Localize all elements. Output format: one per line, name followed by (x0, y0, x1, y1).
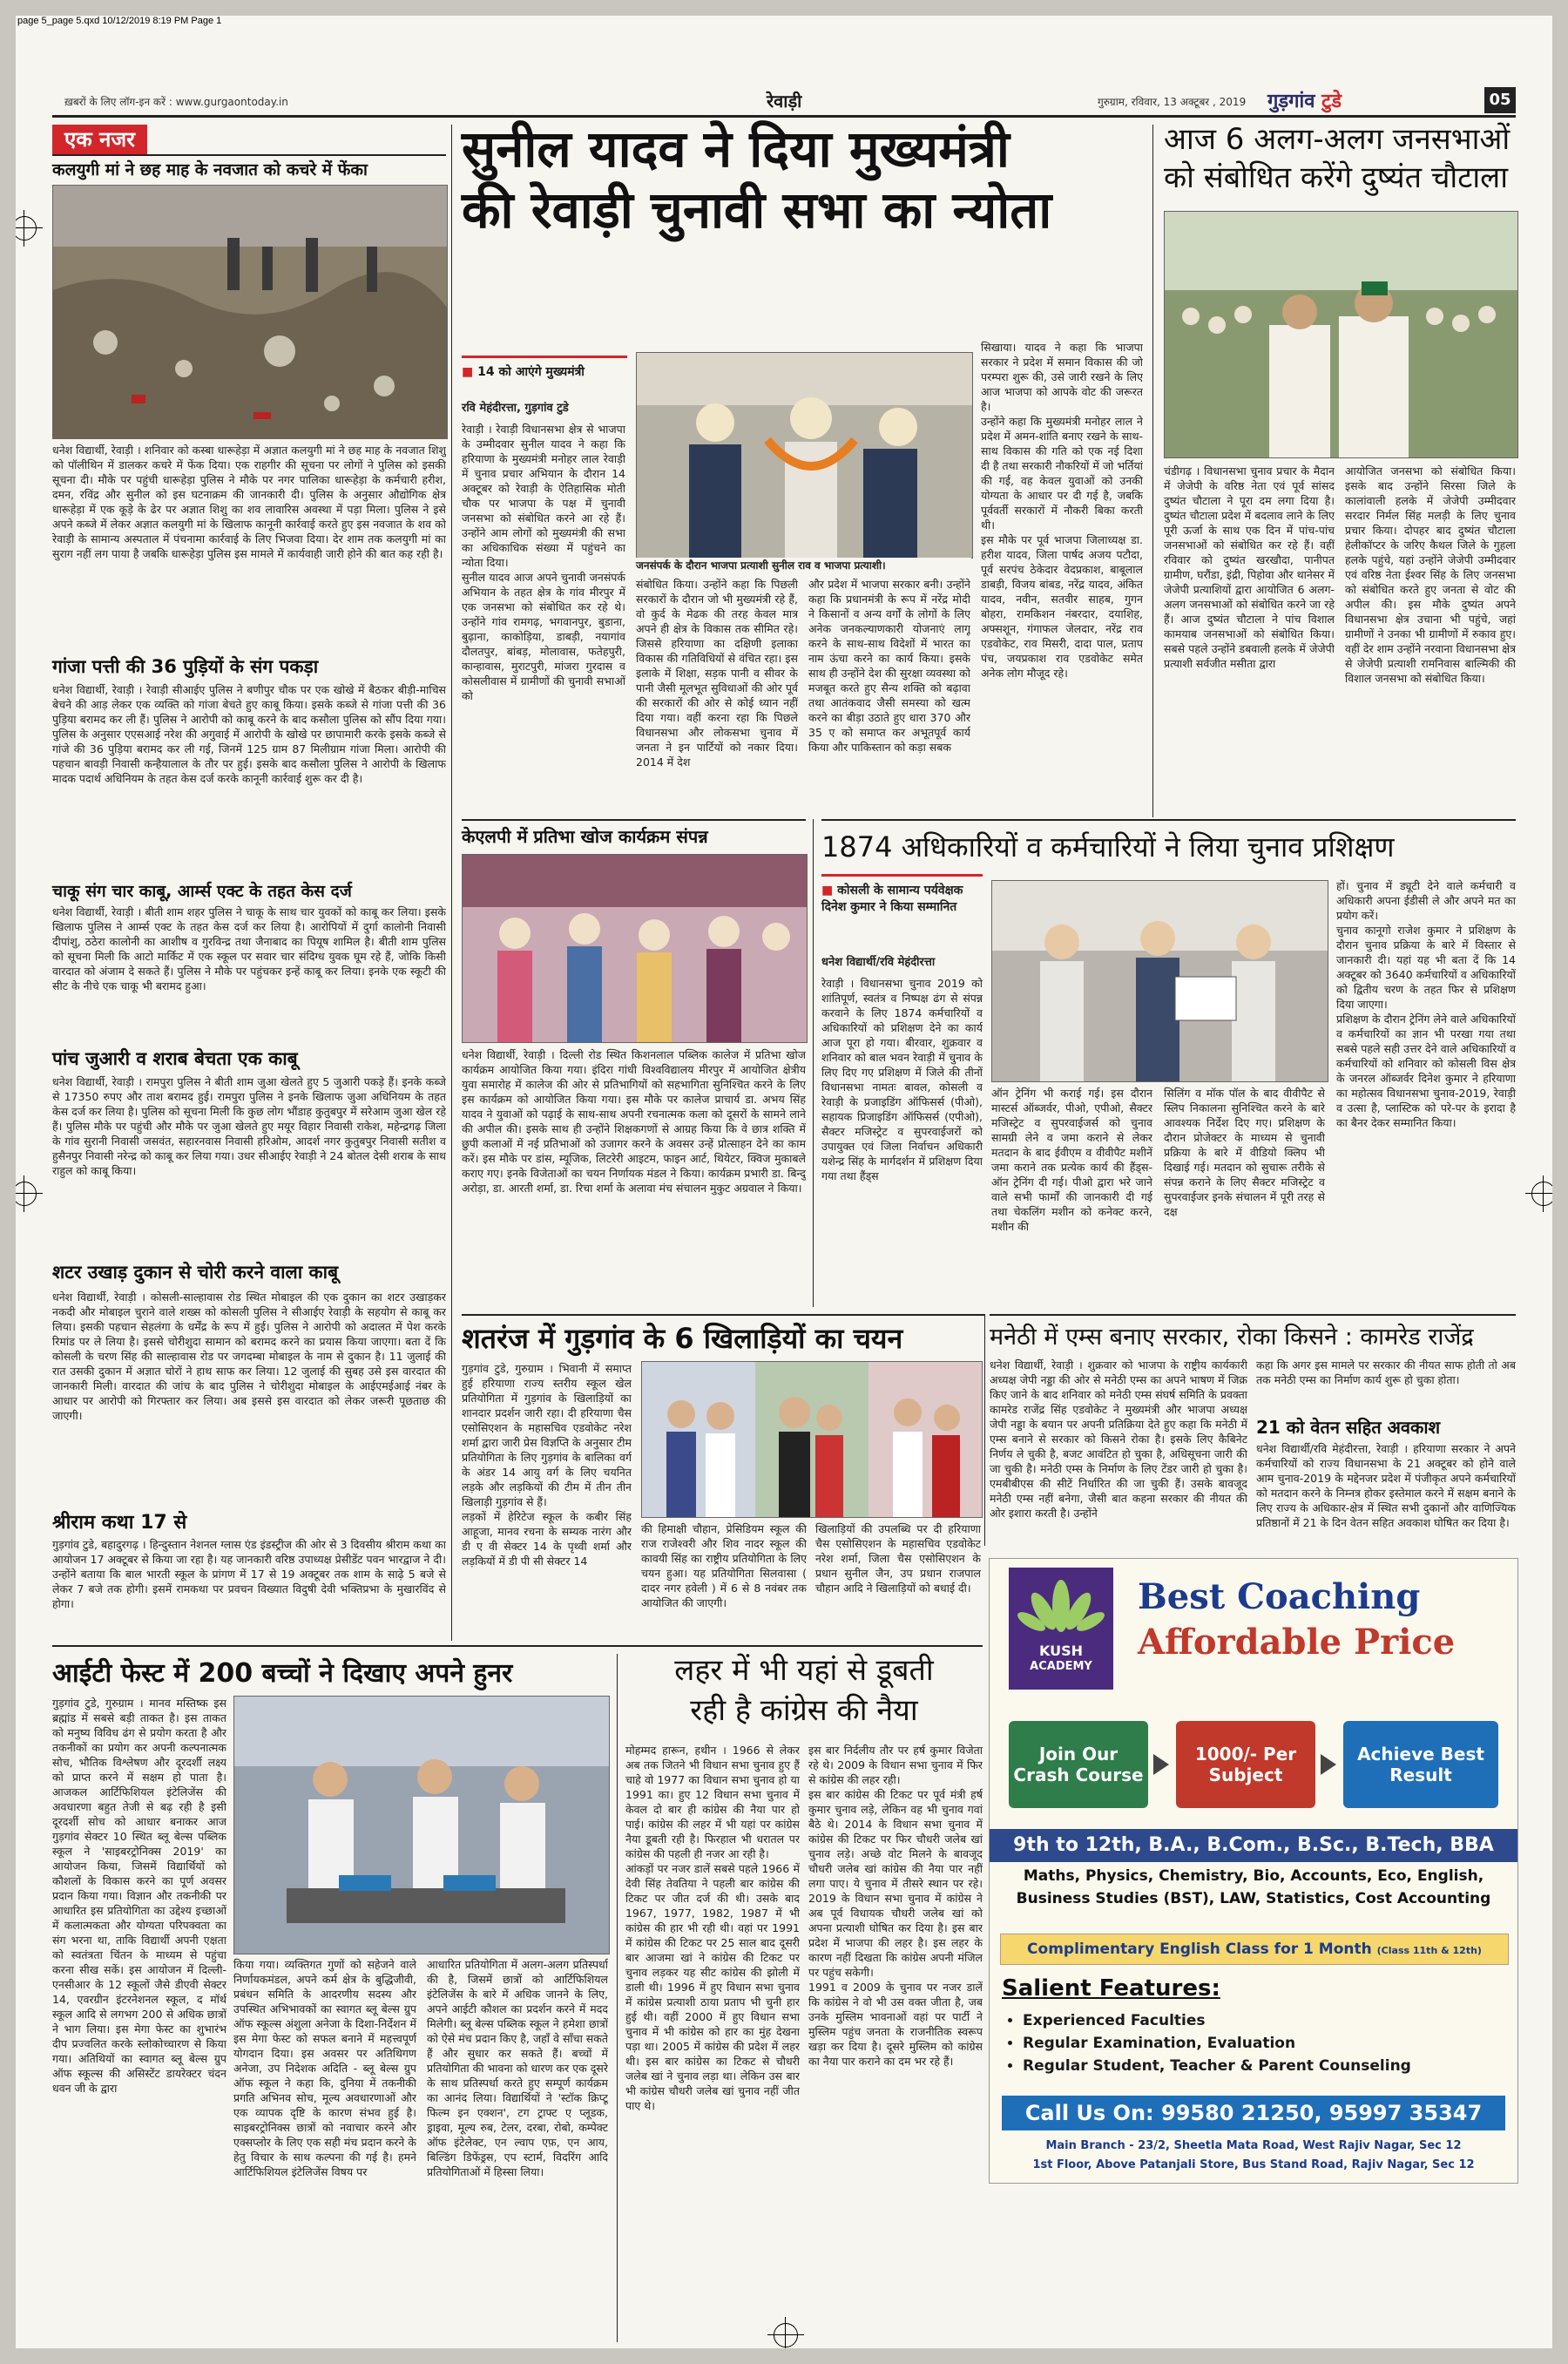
headline: श्रीराम कथा 17 से (52, 1512, 187, 1534)
divider (52, 1645, 983, 1647)
lead-headline-line: सुनील यादव ने दिया मुख्यमंत्री (462, 119, 1010, 179)
headline-line: को संबोधित करेंगे दुष्यंत चौटाला (1164, 160, 1509, 195)
lead-col-1 (462, 422, 625, 816)
registration-mark (1531, 1182, 1552, 1206)
ad-subheadline: Affordable Price (1138, 1622, 1456, 1663)
page-header (52, 85, 1516, 118)
features-title: Salient Features: (1002, 1975, 1220, 2002)
feature-item: • Regular Student, Teacher & Parent Counseling (1023, 2057, 1411, 2075)
chess-col-3: खिलाड़ियों की उपलब्धि पर दी हरियाणा चैस एसोसिएशन के महासचिव एडवोकेट नरेश शर्मा, जिला चैस एसोसिएशन के प्रधान सुनील जैन, उप प्रधान राजपाल चौहान आदि ने खिलाड़ियों को बधाई दी। (815, 1522, 981, 1595)
manethi-col-1: धनेश विद्यार्थी, रेवाड़ी । शुक्रवार को भाजपा के राष्ट्रीय कार्यकारी अध्यक्ष जेपी नड्डा की ओर से मनेठी एम्स का अपने भाषण में जिक्र किए जाने के बाद शनिवार को मनेठी एम्स संघर्ष समिति के प्रवक्ता कामरेड राजेंद्र सिंह एडवोकेट ने मुख्यमंत्री और भाजपा अध्यक्ष जेपी नड्डा के बयान पर अपनी प्रतिक्रिया देते हुए कहा कि मनेठी में एम्स बनाने से सरकार को किसने रोका है। इसके लिए कैबिनेट निर्णय ले चुकी है, बजट आवंटित हो चुका है, अधिसूचना जारी की जा चुकी है। मनेठी एम्स के निर्माण के लिए टेंडर जारी हो चुका है। एमबीबीएस की सीटें निर्धारित की जा चुकी हैं। उसके बावजूद मनेठी एम्स नहीं बनेगा, जैसी बात कहना सरकार की नीयत की ओर इशारा करती है। उन्होंने (990, 1358, 1247, 1520)
lead-col-3: और प्रदेश में भाजपा सरकार बनी। उन्होंने कहा कि प्रधानमंत्री के रूप में नरेंद्र मोदी ने किसानों व अन्य वर्गों के लोगों के लिए अनेक जनकल्याणकारी योजनाएं लागू करने के साथ-साथ विदेशों में भारत का नाम ऊंचा करने का कार्य किया। इसके साथ ही उन्होंने देश की सुरक्षा व्यवस्था को मजबूत करते हुए सैन्य शक्ति को बढ़ावा तथा आतंकवाद जैसी समस्या को खत्म करने का बीड़ा उठाते हुए धारा 370 और 35 ए को समाप्त कर अभूतपूर्व कार्य किया और पाकिस्तान को कड़ा सबक (808, 578, 970, 754)
headline-line: रही है कांग्रेस की नैया (690, 1693, 918, 1728)
price-box: 1000/- Per Subject (1176, 1721, 1315, 1808)
photo-talent-event (462, 854, 808, 1043)
lead-col-4: सिखाया। यादव ने कहा कि भाजपा सरकार ने प्रदेश में समान विकास की जो परम्परा शुरू की, उसे जारी रखने के लिए आज भाजपा को आपके वोट की जरूरत है। उन्होंने कहा कि मुख्यमंत्री मनोहर लाल ने प्रदेश में अमन-शांति बनाए रखने के साथ-साथ विकास की गति को एक नई दिशा दी है तथा सरकारी नौकरियों में जो भर्तियां की गई, वह केवल युवाओं को उनकी योग्यता के आधार पर दी गई है, जबकि पूर्ववर्ती सरकारों में नौकरी बिका करती थी। इस मौके पर पूर्व भाजपा जिलाध्यक्ष डा. हरीश यादव, जिला पार्षद अजय पटौदा, पूर्व सरपंच ठेकेदार वेदप्रकाश, बाबूलाल डाबड़ी, विजय बांबड, नरेंद्र यादव, अंकित यादव, नवीन, सतवीर साहब, गुगन बोहरा, रामकिशन नंबरदार, दयाशिह, अफ्सशून, गंगाफल जेलदार, नरेंद्र राव एडवोकेट, राव मिसरी, दादा पाल, प्रताप पंच, जयप्रकाश राव एडवोकेट समेत अनेक लोग मौजूद रहे। (981, 341, 1143, 680)
kicker-marker: ■ (462, 365, 478, 379)
free-class-band (1000, 1934, 1509, 1965)
headline (1164, 120, 1517, 197)
kicker-text: कोसली के सामान्य पर्यवेक्षक दिनेश कुमार ने किया सम्मानित (821, 884, 963, 914)
file-meta: page 5_page 5.qxd 10/12/2019 8:19 PM Page 1 (17, 16, 222, 26)
story-body: धनेश विद्यार्थी, रेवाड़ी । कोसली-साल्हावास रोड स्थित मोबाइल की एक दुकान का शटर उखाड़कर नकदी और मोबाइल चुराने वाले शख्स को कोसली पुलिस ने सीआईए रेवाड़ी के सहयोग से काबू कर लिया। इसकी पहचान सेहलंगा के धर्मेंद्र के रूप में हुई। पुलिस ने आरोपी को अदालत में पेश करके रिमांड पर ले लिया है। इससे चोरीशुदा सामान को बरामद करने का प्रयास किया जाएगा। बता दें कि कोसली के चरण सिंह की साल्हावास रोड पर जगदम्बा मोबाइल के नाम से दुकान है। 11 जुलाई की रात उसकी दुकान में अज्ञात चोरों ने हाथ साफ कर लिया। 12 जुलाई की सुबह उसे इस वारदात की जानकारी मिली। वारदात की जांच के बाद पुलिस ने चोरीशुदा मोबाइल के आईएमईआई नंबर के आधार पर आरोपी को गिरफ्तार कर लिया। अब इससे इस वारदात को लेकर जरूरी पूछताछ की जाएगी। (52, 1290, 446, 1422)
headline: शटर उखाड़ दुकान से चोरी करने वाला काबू (52, 1262, 339, 1283)
lead-col-2: संबोधित किया। उन्होंने कहा कि पिछली सरकारों के दौरान जो भी मुख्यमंत्री रहे हैं, वो कुर्द के मेढक की तरह केवल मात्र अपने ही क्षेत्र के विकास तक सीमित रहे। जिससे हरियाणा का दक्षिणी इलाका विकास की गतिविधियों से वंचित रहा। इस इलाके में शिक्षा, सड़क पानी व सीवर के पानी जैसी मूलभूत सुविधाओं की ओर पूर्व की सरकारों की ओर से कोई ध्यान नहीं दिया गया। वहीं करना रहा कि पिछले विधानसभा और लोकसभा चुनाव में जनता ने इन पार्टियों को नकार दिया। 2014 में देश (636, 578, 798, 769)
kicker-marker: ■ (821, 884, 838, 898)
academy-logo (1009, 1568, 1113, 1690)
headline: कलयुगी मां ने छह माह के नवजात को कचरे में फेंका (52, 160, 368, 180)
itfest-col-3: आधारित प्रतियोगिता में अलग-अलग प्रतिस्पर्धा की है, जिसमें छात्रों को आर्टिफिशियल इंटेलिजेंस के बारे में अधिक जानने के लिए, अपने आईटी कौशल का प्रदर्शन करने में मदद मिलेगी। ब्लू बेल्स पब्लिक स्कूल ने हमेशा छात्रों को ऐसे मंच प्रदान किए है, जहाँ वे साँचा सकते हैं और सुधार कर सकते हैं। बच्चों में प्रतियोगिता की भावना को धारण कर एक दूसरे के साथ प्रतिस्पर्धा करते हुए सम्पूर्ण कार्यक्रम का आनंद लिया। विद्यार्थियों ने 'स्टॉक क्रिप्टू फिल्म इन एक्शन', टग ट्राफ्ट ए प्लूडक, ड्राइवा, मूल्य रुब, टेलर, दरबा, रोबो, कम्पेक्ट ऑफ इंटेलेक्ट, एन ल्वाप एफ़, एन आय, बिल्डिंग डिफेंड्रस, एप स्टार्म, विदरिंग आदि प्रतियोगिताओं में हिस्सा लिया। (427, 1958, 608, 2178)
lead-text: रेवाड़ी । रेवाड़ी विधानसभा क्षेत्र से भाजपा के उम्मीदवार सुनील यादव ने कहा कि हरियाणा के मुख्यमंत्री मनोहर लाल रेवाड़ी में चुनाव प्रचार अभियान के दौरान 14 अक्टूबर को रेवाड़ी के ऐतिहासिक मोती चौक पर भाजपा के पक्ष में चुनावी जनसभा को संबोधित करने आ रहे हैं। उन्होंने आम लोगों को मुख्यमंत्री की सभा का अधिकाधिक संख्या में पहुंचने का न्योता दिया। (462, 423, 625, 569)
free-class-text: Complimentary English Class for 1 Month (1027, 1941, 1372, 1958)
column-rule (451, 125, 452, 1641)
section-tag: एक नजर (52, 125, 147, 154)
photo-garbage-dump (52, 185, 448, 439)
lead-text: सुनील यादव आज अपने चुनावी जनसंपर्क अभियान के तहत क्षेत्र के गांव मीरपुर में एक जनसभा को संबोधित कर रहे थे। उन्होंने गांव रामगढ़, भगवानपुर, बुडाना, बुढ़ाना, काकोड़िया, डाबड़ी, नयागांव दौलतपुर, बांबड़, मोलावास, फतेहपुरी, कान्हावास, मुराटपुरी, मांजरा गुरदास व कोसलीवास में ग्रामीणों की चुनावी सभाओं को (462, 571, 625, 702)
features-list (997, 2007, 1411, 2080)
ad-headline: Best Coaching (1138, 1576, 1421, 1617)
photo-caption: जनसंपर्क के दौरान भाजपा प्रत्याशी सुनील राव व भाजपा प्रत्याशी। (636, 558, 971, 572)
training-col-2: ऑन ट्रेनिंग भी कराई गई। इस दौरान मास्टर्स ऑब्जर्वर, पीओ, एपीओ, सैक्टर मजिस्ट्रेट व सुपरवाईजर्स को चुनाव सामग्री लेने व जमा कराने से लेकर मतदान के बाद ईवीएम व वीवीपैट मशीनें जमा कराने तक प्रत्येक कार्य की हैंड्स-ऑन ट्रेनिंग दी गई। पीओ द्वारा भरे जाने वाले सभी फार्मों की जानकारी दी गई तथा चेकलिंग मशीन को कनेक्ट करने, मशीन की (991, 1087, 1152, 1233)
chess-col-2: की हिमाक्षी चौहान, प्रेसिडियम स्कूल की राज राजेश्वरी और शिव नादर स्कूल की कावयी सिंह का राष्ट्रीय प्रतियोगिता के लिए चयन हुआ। यह प्रतियोगिता सिलवासा ( दादर नगर हवेली ) में 6 से 8 नवंबर तक आयोजित की जाएगी। (641, 1522, 807, 1609)
header-date: गुरुग्राम, रविवार, 13 अक्टूबर , 2019 (1098, 96, 1247, 108)
dushyant-col-2: आयोजित जनसभा को संबोधित किया। इसके बाद उन्होंने सिरसा जिले के कालांवाली हलके में जेजेपी उम्मीदवार सरदार निर्मल सिंह मलड़ी के लिए चुनाव प्रचार किया। दोपहर बाद दुष्यंत चौटाला हेलीकॉप्टर के जरिए कैथल जिले के गुहला हलके पहुंचे, यहां उन्होंने जेजेपी उम्मीदवार एवं वरिष्ठ नेता ईश्वर सिंह के लिए जनसभा को संबोधित करते हुए जनता से वोट की अपील की। इस मौके दुष्यंत अपने विधानसभा क्षेत्र उचाना भी पहुंचे, जहां ग्रामीणों ने उनका भी ग्रामीणों में रुकाव हुए। वहीं देर शाम उन्होंने नरवाना विधानसभा क्षेत्र से जेजेपी प्रत्याशी रामनिवास बाल्मिकी की विशाल जनसभा को संबोधित किया। (1345, 464, 1516, 685)
divider (462, 1314, 984, 1316)
photo-training-honor (991, 880, 1328, 1082)
story-body: धनेश विद्यार्थी, रेवाड़ी । रामपुरा पुलिस ने बीती शाम जुआ खेलते हुए 5 जुआरी पकड़े हैं। इनके कब्जे से 17350 रुपए और ताश बरामद हुई। रामपुरा पुलिस ने इनके खिलाफ जुआ अधिनियम के तहत केस दर्ज कर लिया है। पुलिस को सूचना मिली कि कुछ लोग भौंडाह कुतुबपुर में सरेआम जुआ खेल रहे हैं। पुलिस मौके पर पहुंची और मौके पर जुआ खेलते हुए मयूर विहार निवासी राकेश, महेन्द्रगढ़ जिला के गांव सुरानी निवासी जसवंत, सहारनवास निवासी हरिओम, आदर्श नगर कुतुबपुर निवासी सतीश व हुसैनपुर निवासी नरेन्द्र को काबू कर लिया गया। उधर सीआईए रेवाड़ी ने 24 बोतल देसी शराब के साथ राहुल को काबू किया। (52, 1075, 446, 1177)
divider (462, 819, 806, 821)
training-byline: धनेश विद्यार्थी/रवि मेहंदीरत्ता (821, 956, 936, 969)
kicker-text: 14 को आएंगे मुख्यमंत्री (477, 365, 585, 379)
divider (52, 154, 446, 156)
photo-chess-players (641, 1361, 983, 1518)
headline: 1874 अधिकारियों व कर्मचारियों ने लिया चुनाव प्रशिक्षण (821, 830, 1395, 864)
column-rule (617, 1654, 618, 2342)
address-line: 1st Floor, Above Patanjali Store, Bus Stand Road, Rajiv Nagar, Sec 12 (1032, 2158, 1475, 2171)
newspaper-page (16, 16, 1552, 2348)
headline-line: आज 6 अलग-अलग जनसभाओं (1164, 122, 1511, 157)
headline-line: लहर में भी यहां से डूबती (674, 1653, 934, 1688)
call-band: Call Us On: 99580 21250, 95997 35347 (1002, 2096, 1505, 2130)
column-rule (1152, 125, 1153, 817)
story-body: धनेश विद्यार्थी, रेवाड़ी । शनिवार को कस्बा धारूहेड़ा में अज्ञात कलयुगी मां ने छह माह के नवजात शिशु को पॉलीथिन में डालकर कचरे में फेंक दिया। एक राहगीर की सूचना पर लोगों ने पुलिस को इसकी सूचना दी। मौके पर पहुंची धारूहेड़ा पुलिस ने मौके पर नगर पालिका धारूहेड़ा के कर्मचारी हरीश, दमन, रविंद्र और सुनील को इस घटनाक्रम की जानकारी दी। पुलिस के अनुसार औद्योगिक क्षेत्र धारूहेड़ा में एक कूड़े के ढेर पर अज्ञात शिशु का शव लावारिस अवस्था में पड़ा मिला। पुलिस ने इसे अपने कब्जे में लेकर अज्ञात कलयुगी मां के खिलाफ कानूनी कार्रवाई करते हुए इस नवजात के शव को रेवाड़ी के सामान्य अस्पताल में पंचनामा कार्रवाई के लिए भिजवा दिया। देर शाम तक कलयुगी मां का सुराग नहीं लग पाया है जबकि धारूहेड़ा पुलिस इस मामले में कार्यवाही जारी होने की बात कह रही है। (52, 444, 446, 560)
divider (821, 819, 1516, 821)
address-line: Main Branch - 23/2, Sheetla Mata Road, West Rajiv Nagar, Sec 12 (1045, 2139, 1462, 2152)
itfest-col-2: किया गया। व्यक्तिगत गुणों को सहेजने वाले निर्णायकमंडल, अपने कर्म क्षेत्र के बुद्धिजीवी, प्रबंधन समिति के आदरणीय सदस्य और उपस्थित अभिभावकों का स्वागत ब्लू बेल्स ग्रुप ऑफ स्कूल्स अंशुला अनेजा के दिशा-निर्देशन में इस मेगा फेस्ट को सफल बनाने में महत्त्वपूर्ण योगदान दिया। इस अवसर पर अतिथिगण अनेजा, उप निदेशक अदिति - ब्लू बेल्स ग्रुप ऑफ स्कूल ने कहा कि, दुनिया में तकनीकी प्रगति अभिनव सोच, मूल्य अवधारणाओं और एक व्यापक दृष्टि के कारण संभव हुई है। साइबरट्रोनिक्स छात्रों को नवाचार करने और एक्सप्लोर के लिए एक सही मंच प्रदान करने के हेतु विचार के साथ कल्पना की गई है। हमने आर्टिफिशियल इंटेलिजेंस विषय पर (233, 1958, 416, 2178)
arrow-icon (1153, 1754, 1169, 1775)
registration-mark (16, 216, 37, 240)
headline: पांच जुआरी व शराब बेचता एक काबू (52, 1048, 298, 1069)
subjects-line: Business Studies (BST), LAW, Statistics, Cost Accounting (1016, 1890, 1491, 1907)
registration-mark (16, 1182, 37, 1206)
free-class-note: (Class 11th & 12th) (1376, 1945, 1482, 1956)
lead-headline (462, 119, 1159, 240)
lead-headline-line: की रेवाड़ी चुनावी सभा का न्योता (462, 180, 1052, 240)
headline: मनेठी में एम्स बनाए सरकार, रोका किसने : कामरेड राजेंद्र (990, 1324, 1474, 1351)
story-body: धनेश विद्यार्थी, रेवाड़ी । बीती शाम शहर पुलिस ने चाकू के साथ चार युवकों को काबू कर लिया। इसके खिलाफ पुलिस ने आर्म्स एक्ट के तहत केस दर्ज कर लिया है। आरोपियों में दुर्गा कालोनी निवासी दीपांशु, ठठेरा कालोनी का आशीष व गुरविन्द्र तथा जैनाबाद का पियूष शामिल है। बीती शाम पुलिस को सूचना मिली कि आटो मार्किट में एक स्कूल पर सवार चार संदिग्ध युवक घूम रहे हैं, जोकि किसी वारदात को अंजाम दे सकते हैं। पुलिस ने मौके पर पहुंचकर इन्हें काबू कर लिया। इनके एक स्कूटी की सीट के नीचे एक चाकू भी बरामद हुआ। (52, 905, 446, 992)
itfest-col-1: गुड़गांव टुडे, गुरुग्राम । मानव मस्तिष्क इस ब्रह्मांड में सबसे बड़ी ताकत है। इस ताकत को मनुष्य विविध ढंग से प्रयोग करता है और तकनीकों का प्रयोग कर अपनी कल्पनात्मक सोच, भौतिक विश्लेषण और दूरदर्शी लक्ष्य को प्राप्त करने में सक्षम हो पाता है। आजकल आर्टिफिशियल इंटेलिजेंस की अवधारणा बहुत तेजी से बढ़ रही है इसी दूरदर्शी सोच को आधार बनाकर आज गुड़गांव सेक्टर 10 स्थित ब्लू बेल्स पब्लिक स्कूल ने 'साइबरट्रोनिक्स 2019' का आयोजन किया, जिसमें विद्यार्थियों को कौशलों के विकास करने का पूर्ण अवसर प्रदान किया गया। विज्ञान और तकनीकी पर आधारित इस प्रतियोगिता का उद्देश्य इच्छाओं में कलात्मकता और योग्यता परिपक्वता का संग भरना था, ताकि विद्यार्थी अपनी एक्षता को स्वतंत्रता चिंतन के माध्यम से पहुंचा करना सीख सकें। इस आयोजन में दिल्ली-एनसीआर के 12 स्कूलों जैसे डीएवी सेक्टर 14, एवरग्रीन इंटरनेशनल स्कूल, द मॉर्थ स्कूल आदि से लगभग 200 से अधिक छात्रों ने भाग लिया। इस मेगा फेस्ट का शुभारंभ दीप प्रज्वलित करके स्लोकोच्चारण से किया गया। अतिथियों का स्वागत ब्लू बेल्स ग्रुप ऑफ स्कूल्स की असिस्टेंट डायरेक्टर चंदन धवन जी के द्वारा (52, 1697, 226, 2095)
congress-col-1: मोहम्मद हारून, हथीन । 1966 से लेकर अब तक जितने भी विधान सभा चुनाव हुए हैं चाहे वो 1977 का विधान सभा चुनाव हो या 1991 का। हुए 12 विधान सभा चुनाव में केवल दो बार ही कांग्रेस की नैया पार हो पाई। कांग्रेस की लहर में भी यहां पर कांग्रेस नैया डूबती रही है। फिरहाल भी धरातल पर कांग्रेस की पहली ही नजर आ रही है। आंकड़ों पर नजर डालें सबसे पहले 1966 में देवी सिंह तेवतिया ने पहली बार कांग्रेस की टिकट पर जीत दर्ज की थी। उसके बाद 1967, 1977, 1982, 1987 में भी कांग्रेस की हार भी रही थी। वहां पर 1991 में कांग्रेस की टिकट पर 25 साल बाद दूसरी बार आजमा खां ने कांग्रेस की टिकट पर चुनाव लड़कर यह सीट कांग्रेस की झोली में डाली थी। 1996 में हुए विधान सभा चुनाव में कांग्रेस प्रत्याशी ठाया प्रताप भी चुनी हार हुई थी। वहीं 2000 में हुए विधान सभा चुनाव में भी कांग्रेस को हार का मुंह देखना पड़ा था। 2005 में कांग्रेस की प्रदेश में लहर थी। इस बार कांग्रेस का टिकट से चौधरी जलेब खां ने चुनाव लड़ा था। लेकिन उस बार भी कांग्रेस चौधरी जलेब खां चुनाव नहीं जीत पाए थे। (625, 1744, 800, 2112)
photo-rally (1164, 211, 1518, 458)
result-box: Achieve Best Result (1343, 1721, 1498, 1808)
story-body: धनेश विद्यार्थी, रेवाड़ी । दिल्ली रोड स्थित किशनलाल पब्लिक कालेज में प्रतिभा खोज कार्यक्रम आयोजित किया गया। इंदिरा गांधी विश्वविद्यालय मीरपुर में आयोजित क्षेत्रीय युवा समारोह में कालेज की ओर से प्रतिभागियों को सहभागिता सुनिश्चित करने के लिए इस कार्यक्रम को आयोजित किया गया। इस मौके पर कालेज प्राचार्य डा. अभय सिंह यादव ने युवाओं को पढ़ाई के साथ-साथ अपनी रचनात्मक कला को दूसरों के सामने लाने की अपील की। इसके साथ ही उन्होंने शिक्षकगणों से आग्रह किया कि वे छात्र शक्ति में छुपी कलाओं में नई प्रतिभाओं को उजागर करने के अवसर उन्हें प्रोत्साहन देने का काम करें। इस मौके पर डांस, म्यूजिक, लिटरेरी आइटम, फाइन आर्ट, थियेटर, क्विज मुकाबले कराए गए। इनके विजेताओं का चयन निर्णायक मंडल ने किया। कार्यक्रम प्रभारी डा. बिन्दु अरोड़ा, डा. आरती शर्मा, डा. रिचा शर्मा के अलावा मंच संचालन मुकुट अग्रवाल ने किया। (462, 1048, 806, 1195)
photo-it-fest (233, 1696, 610, 1954)
manethi-col-2: कहा कि अगर इस मामले पर सरकार की नीयत साफ होती तो अब तक मनेठी एम्स का निर्माण कार्य शुरू हो चुका होता। (1256, 1358, 1516, 1386)
training-col-3: सिलिंग व मॉक पॉल के बाद वीवीपैट से स्लिप निकालना सुनिश्चित करने के बारे आवश्यक निर्देश दिए गए। प्रशिक्षण के दौरान प्रोजेक्टर के माध्यम से चुनावी प्रक्रिया के बारे में वीडियो क्लिप भी दिखाई गई। मतदान को सुचारू तरीके से संपन्न कराने के लिए सैक्टर मजिस्ट्रेट व सुपरवाईजर इनके संचालन में पूरी तरह से दक्ष (1164, 1087, 1325, 1218)
masthead-brand (1267, 87, 1342, 113)
feature-item: • Regular Examination, Evaluation (1023, 2035, 1411, 2052)
logo-sub: ACADEMY (1030, 1660, 1092, 1673)
headline: केएलपी में प्रतिभा खोज कार्यक्रम संपन्न (462, 826, 708, 847)
header-city: रेवाड़ी (767, 91, 802, 112)
arrow-icon (1321, 1754, 1336, 1775)
kush-academy-ad (989, 1558, 1518, 2184)
header-website: ख़बरों के लिए लॉग-इन करें : www.gurgaontoday.in (64, 96, 288, 108)
training-col-1: रेवाड़ी । विधानसभा चुनाव 2019 को शांतिपूर्ण, स्वतंत्र व निष्पक्ष ढंग से संपन्न करवाने के लिए 1874 कर्मचारियों व अधिकारियों को प्रशिक्षण देने का कार्य आज पूरा हो गया। बीरवार, शुक्रवार व शनिवार को बाल भवन रेवाड़ी में चुनाव के लिए दिए गए प्रशिक्षण में जिले की तीनों विधानसभा नामतः बावल, कोसली व रेवाड़ी के प्रजाइडिंग ऑफिसर्स (पीओ), सहायक प्रिजाइडिंग ऑफिसर्स (एपीओ), सैक्टर मजिस्ट्रेट व सुपरवाईजरों को उपायुक्त एवं जिला निर्वाचन अधिकारी यशेन्द्र सिंह के मार्गदर्शन में प्रशिक्षण दिया गया तथा हैंड्स (821, 977, 983, 1182)
logo-name: KUSH (1038, 1643, 1084, 1659)
headline: गांजा पत्ती की 36 पुड़ियों के संग पकड़ा (52, 656, 319, 677)
page-number: 05 (1484, 87, 1516, 113)
story-body: धनेश विद्यार्थी, रेवाड़ी । रेवाड़ी सीआईए पुलिस ने बणीपुर चौक पर एक खोखे में बैठकर बीड़ी-माचिस बेचने की आड़ लेकर एक व्यक्ति को गांजा बेचते हुए काबू किया। इसके कब्जे से गांजा पत्ती की 36 पुड़िया बरामद कर ली हैं। पुलिस ने आरोपी को काबू करने के बाद कसौला पुलिस को सौंप दिया गया। पुलिस के अनुसार एएसआई नरेश की अगुवाई में आरोपी के खोखे पर छापामारी करके इसके कब्जे से गांजे की 36 पुड़िया बरामद कर ली गई, जिनमें 125 ग्राम 87 मिलीग्राम गांजा मिला। आरोपी की पहचान बावड़ी निवासी कन्हैयालाल के तौर पर हुई। इसके बाद कसौला पुलिस ने आरोपी के खिलाफ मादक पदार्थ अधिनियम के तहत केस दर्ज करके कानूनी कार्रवाई शुरू कर दी है। (52, 683, 446, 785)
column-rule (813, 819, 814, 1307)
training-kicker (821, 874, 983, 915)
crash-course-box: Join Our Crash Course (1009, 1721, 1148, 1808)
classes-band: 9th to 12th, B.A., B.Com., B.Sc., B.Tech, BBA (990, 1829, 1517, 1862)
headline: चाकू संग चार काबू, आर्म्स एक्ट के तहत केस दर्ज (52, 882, 352, 901)
feature-item: • Experienced Faculties (1023, 2012, 1411, 2029)
brand-part: टुडे (1321, 91, 1342, 112)
subjects-line: Maths, Physics, Chemistry, Bio, Accounts, Eco, English, (1023, 1867, 1484, 1885)
column-rule (984, 1314, 985, 1546)
headline: 21 को वेतन सहित अवकाश (1256, 1417, 1441, 1438)
chess-col-1: गुड़गांव टुडे, गुरुग्राम । भिवानी में समाप्त हुई हरियाणा राज्य स्तरीय स्कूल खेल प्रतियोगिता में गुड़गांव के खिलाड़ियों का शानदार प्रदर्शन जारी रहा। दी हरियाणा चैस एसोसिएशन के महासचिव एडवोकेट नरेश शर्मा द्वारा जारी प्रेस विज्ञप्ति के अनुसार टीम प्रतियोगिता के लिए गुड़गांव के बालिका वर्ग के अंडर 14 आयु वर्ग के लिए चयनित लड़के और लड़कियों की टीम में तीन तीन खिलाड़ी गुड़गांव से हैं। लड़कों में हेरिटेज स्कूल के कबीर सिंह आहूजा, मानव रचना के सम्यक नारंग और डी ए वी सेक्टर 14 के पृथ्वी शर्मा और लड़कियों में डी पी सी सेक्टर 14 (462, 1362, 632, 1568)
lead-byline: रवि मेहंदीरत्ता, गुड़गांव टुडे (462, 402, 569, 415)
congress-col-2: इस बार निर्दलीय तौर पर हर्ष कुमार विजेता रहे थे। 2009 के विधान सभा चुनाव में फिर से कांग्रेस की लहर रही। इस बार कांग्रेस की टिकट पर पूर्व मंत्री हर्ष कुमार चुनाव लड़े, लेकिन वह भी चुनाव गवां बैठे थे। 2014 के विधान सभा चुनाव में कांग्रेस की टिकट पर फिर चौधरी जलेब खां चुनाव लड़े। अच्छे वोट मिलने के बावजूद चौधरी जलेब खां कांग्रेस की नैया पार नहीं लगा पाए। ये चुनाव में तीसरे स्थान पर रहे। 2019 के विधान सभा चुनाव में कांग्रेस ने अब पूर्व विधायक चौधरी जलेब खां को अपना प्रत्याशी घोषित कर दिया है। इस बार प्रदेश में भाजपा की लहर है। इस लहर के कारण नहीं दिखता कि कांग्रेस अपनी मंजिल पर पहुंच सकेगी। 1991 व 2009 के चुनाव पर नजर डालें कि कांग्रेस ने वो भी उस वक्त जीता है, जब उनके मुस्लिम भावनाओं वहां पर पार्टी ने मुस्लिम पहुंच जनता के राजनीतिक स्वरूप खड़ा कर दिया है। दूसरे मुस्लिम को कांग्रेस का नैया पार कराने का दम भर रहे हैं। (808, 1744, 983, 2068)
lotus-icon (1009, 1568, 1113, 1643)
brand-part: गुड़गांव (1267, 91, 1315, 112)
dushyant-col-1: चंडीगढ़ । विधानसभा चुनाव प्रचार के मैदान में जेजेपी के वरिष्ठ नेता एवं पूर्व सांसद दुष्यंत चौटाला ने पूरा दम लगा दिया है। दुष्यंत चौटाला प्रदेश में बदलाव लाने के लिए पूरी ऊर्जा के साथ एक दिन में पांच-पांच जनसभाओं को संबोधित कर रहे हैं। वहीं रविवार को दुष्यंत खरखौदा, पानीपत ग्रामीण, घरौंडा, इंद्री, पिहोवा और थानेसर में जेजेपी प्रत्याशियों द्वारा आयोजित 6 अलग-अलग जनसभाओं को संबोधित करने जा रहे हैं। आज दुष्यंत चौटाला ने पांच विशाल कामयाब जनसभाओं को संबोधित किया। सबसे पहले उन्होंने डबवाली हलके में जेजेपी प्रत्याशी सर्वजीत मसीता द्वारा (1164, 464, 1335, 670)
story-body: गुड़गांव टुडे, बहादुरगढ़ । हिन्दुस्तान नेशनल ग्लास एंड इंडस्ट्रीज की ओर से 3 दिवसीय श्रीराम कथा का आयोजन 17 अक्टूबर से किया जा रहा है। यह जानकारी वरिष्ठ उपाध्यक्ष प्रेसीडेंट पवन भारद्वाज ने दी। उन्होंने बताया कि बाल भारती स्कूल के प्रांगण में 17 से 19 अक्टूबर तक शाम के साढ़े 5 बजे से लेकर 7 बजे तक होगी। इसमें रामकथा पर प्रवचन विख्यात विदुषी देवी भक्तिप्रभा के मुखारविंद से होगा। (52, 1538, 446, 1610)
training-col-4: हों। चुनाव में ड्यूटी देने वाले कर्मचारी व अधिकारी अपना ईडीसी ले और अपने मत का प्रयोग करें। चुनाव कानूगो राजेश कुमार ने प्रशिक्षण के दौरान चुनाव प्रक्रिया के बारे में विस्तार से जानकारी दी। यहां यह भी बता दें कि 14 अक्टूबर को 3640 कर्मचारियों व अधिकारियों को द्वितीय चरण के तहत फिर से प्रशिक्षण दिया जाएगा। प्रशिक्षण के दौरान ट्रेनिंग लेने वाले अधिकारियों व कर्मचारियों का ज्ञान भी परखा गया तथा सबसे पहले सही उत्तर देने वाले अधिकारियों व कर्मचारियों को शनिवार को कोसली विस क्षेत्र के जनरल ऑब्जर्वर दिनेश कुमार ने हरियाणा का महोत्सव विधानसभा चुनाव-2019, रेवाड़ी व उत्सा है, प्लास्टिक को परे-पर के इरादा है का बैनर देकर सम्मानित किया। (1336, 879, 1516, 1129)
divider (990, 1314, 1516, 1316)
photo-campaign (636, 352, 973, 559)
manethi-col-3: धनेश विद्यार्थी/रवि मेहंदीरत्ता, रेवाड़ी । हरियाणा सरकार ने अपने कर्मचारियों को राज्य विधानसभा के 21 अक्टूबर को होने वाले आम चुनाव-2019 के मद्देनजर प्रदेश में पंजीकृत अपने कर्मचारियों को मतदान करने के निम्नत्र होकर इस्तेमाल करने में सक्षम बनाने के लिए राज्य के अधिकार-क्षेत्र में स्थित सभी दुकानों और वाणिज्यिक प्रतिष्ठानों में 21 के दिन वेतन सहित अवकाश घोषित कर दिया है। (1256, 1442, 1516, 1529)
headline: शतरंज में गुड़गांव के 6 खिलाड़ियों का चयन (462, 1322, 903, 1355)
headline (625, 1650, 983, 1731)
lead-kicker (462, 356, 627, 380)
headline: आईटी फेस्ट में 200 बच्चों ने दिखाए अपने हुनर (52, 1658, 513, 1689)
